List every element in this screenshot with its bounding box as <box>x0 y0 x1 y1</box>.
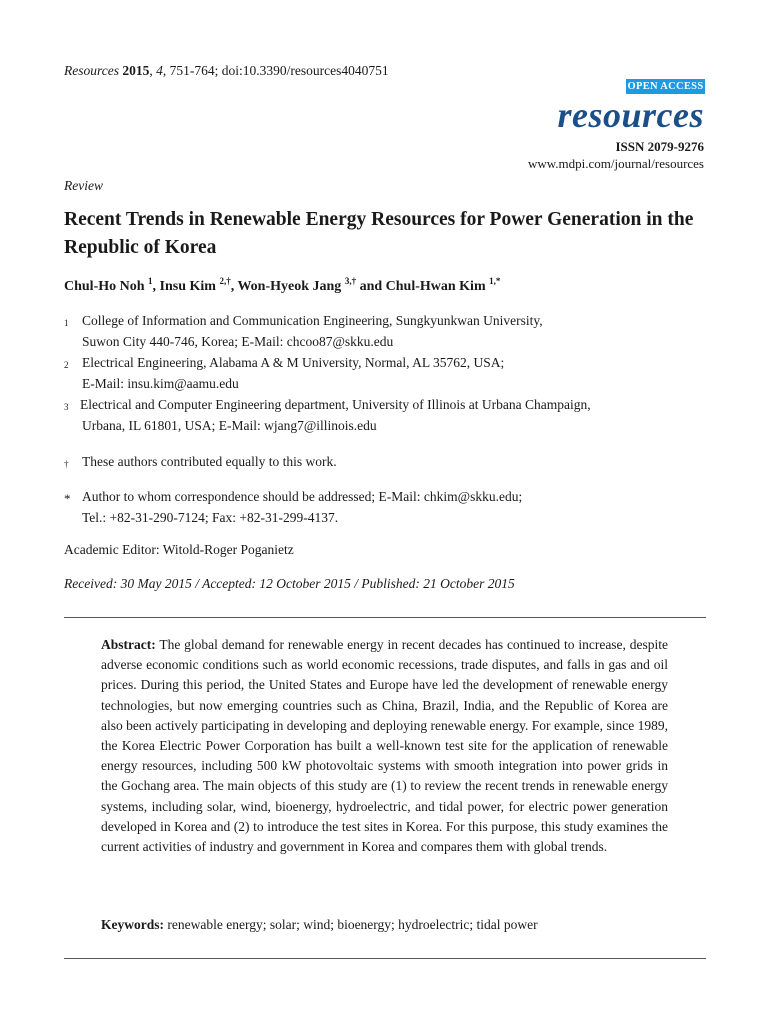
author-name: Won-Hyeok Jang <box>237 279 342 294</box>
note-line: Author to whom correspondence should be addressed; E-Mail: chkim@skku.edu; <box>82 489 523 504</box>
author-name: Chul-Hwan Kim <box>385 279 486 294</box>
author-list: Chul-Ho Noh $^1$, Insu Kim $^{2,\dagger}$, Won-Hyeok Jang $^{3,\dagger}$ and Chul-Hwan Kim $^{1,*}$ <box>64 276 501 294</box>
affiliation-number: 1 <box>64 318 69 328</box>
bottom-divider <box>64 958 706 959</box>
top-divider <box>64 617 706 618</box>
affiliation-line: College of Information and Communication Engineering, Sungkyunkwan University, <box>82 313 543 328</box>
author-affiliation-mark: 2,† <box>219 276 231 286</box>
journal-logo: resources <box>557 95 704 135</box>
citation-volume: 4 <box>156 63 163 78</box>
citation-journal: Resources <box>64 63 119 78</box>
open-access-badge: OPEN ACCESS <box>627 81 704 92</box>
affiliation-line: Electrical and Computer Engineering department, University of Illinois at Urbana Champaign, <box>80 397 591 412</box>
author-affiliation-mark: 1,* <box>489 276 501 286</box>
citation-line: Resources 2015, 4, 751-764; doi:10.3390/resources4040751 <box>64 63 389 78</box>
article-type: Review <box>64 178 103 193</box>
note-mark: * <box>64 491 71 506</box>
abstract-text: The global demand for renewable energy in recent decades has continued to increase, despite adverse economic conditions such as world economic recessions, trade disputes, and falls in gas and oil prices. During this period, the United States and Europe have led the development of renewable energy technologies, but now emerging countries such as China, Brazil, India, and the Republic of Korea are also been actively participating in developing and deploying renewable energy. For example, since 1989, the Korea Electric Power Corporation has built a well-known test site for the application of renewable energy resources, including 500 kW photovoltaic systems with smooth integration into power grids in the Gochang area. The main objects of this study are (1) to review the recent trends in renewable energy systems, including solar, wind, bioenergy, hydroelectric, and tidal power, for electric power generation developed in Korea and (2) to introduce the test sites in Korea. For this purpose, this study examines the current activities of industry and government in Korea and compares them with global trends. <box>101 637 668 855</box>
journal-url[interactable]: www.mdpi.com/journal/resources <box>527 156 704 171</box>
keywords-text: renewable energy; solar; wind; bioenergy; hydroelectric; tidal power <box>167 917 538 932</box>
abstract-label: Abstract: <box>101 637 156 652</box>
issn: ISSN 2079-9276 <box>615 139 704 154</box>
citation-year: 2015 <box>122 63 150 78</box>
affiliation-line: Suwon City 440-746, Korea; E-Mail: chcoo87@skku.edu <box>82 334 394 349</box>
affiliation-number: 3 <box>64 402 69 412</box>
article-title: Recent Trends in Renewable Energy Resources for Power Generation in the Republic of Korea <box>64 209 694 258</box>
note-mark: † <box>64 459 69 469</box>
author-affiliation-mark: 1 <box>148 276 153 286</box>
affiliation-number: 2 <box>64 360 69 370</box>
citation-pages-doi: , 751-764; doi:10.3390/resources4040751 <box>162 63 389 78</box>
keywords-label: Keywords: <box>101 917 164 932</box>
affiliation-line: Electrical Engineering, Alabama A & M University, Normal, AL 35762, USA; <box>82 355 505 370</box>
author-affiliation-mark: 3,† <box>344 276 357 286</box>
affiliation-line: Urbana, IL 61801, USA; E-Mail: wjang7@illinois.edu <box>82 418 377 433</box>
keywords <box>101 917 538 933</box>
abstract <box>101 635 668 857</box>
publication-dates: Received: 30 May 2015 / Accepted: 12 October 2015 / Published: 21 October 2015 <box>64 576 515 591</box>
author-name: Insu Kim <box>159 279 216 294</box>
academic-editor: Academic Editor: Witold-Roger Poganietz <box>64 542 294 557</box>
author-name: Chul-Ho Noh <box>64 279 145 294</box>
affiliation-line: E-Mail: insu.kim@aamu.edu <box>82 376 239 391</box>
note-line: These authors contributed equally to this work. <box>82 454 337 469</box>
note-line: Tel.: +82-31-290-7124; Fax: +82-31-299-4137. <box>82 510 339 525</box>
